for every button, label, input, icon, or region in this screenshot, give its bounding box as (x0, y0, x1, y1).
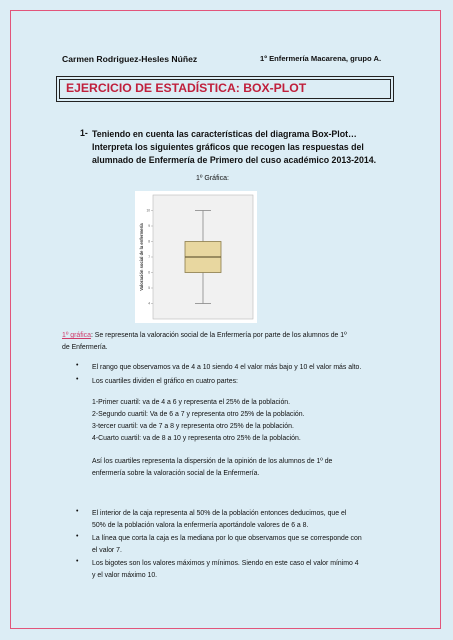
y-tick-label: 4 (148, 301, 150, 306)
header-author: Carmen Rodriguez-Hesles Núñez (62, 54, 198, 64)
dispersion-line: enfermería sobre la valoración social de la Enfermería. (92, 470, 260, 477)
question-number: 1- (80, 128, 88, 138)
bullet-marker: • (76, 508, 79, 515)
list-item-line: Los bigotes son los valores máximos y mínimos. Siendo en este caso el valor mínimo 4 (92, 560, 359, 567)
question-line: Teniendo en cuenta las características del diagrama Box-Plot… (92, 129, 357, 139)
quartile-line: 3-tercer cuartil: va de 7 a 8 y representa otro 25% de la población. (92, 423, 294, 430)
y-tick-label: 8 (148, 239, 150, 244)
boxplot-chart (135, 191, 257, 323)
header-course: 1º Enfermería Macarena, grupo A. (260, 54, 382, 63)
list-item-line: el valor 7. (92, 547, 122, 554)
list-item: El rango que observamos va de 4 a 10 siendo 4 el valor más bajo y 10 el valor más alto. (92, 364, 362, 371)
intro-line-2: de Enfermería. (62, 344, 108, 351)
y-tick-label: 7 (148, 255, 150, 260)
bullet-marker: • (76, 558, 79, 565)
quartile-line: 4-Cuarto cuartil: va de 8 a 10 y representa otro 25% de la población. (92, 435, 301, 442)
question-line: alumnado de Enfermería de Primero del cuso académico 2013-2014. (92, 155, 377, 165)
quartile-line: 2-Segundo cuartil: Va de 6 a 7 y representa otro 25% de la población. (92, 411, 305, 418)
list-item-line: 50% de la población valora la enfermería aportándole valores de 6 a 8. (92, 522, 309, 529)
graph-link[interactable]: 1º gráfica (62, 332, 91, 339)
list-item-line: y el valor máximo 10. (92, 572, 158, 579)
list-item: Los cuartiles dividen el gráfico en cuatro partes: (92, 378, 238, 385)
y-tick-label: 6 (148, 270, 150, 275)
question-line: Interpreta los siguientes gráficos que recogen las respuestas del (92, 142, 364, 152)
list-item-line: El interior de la caja representa al 50% de la población entonces deducimos, que el (92, 510, 347, 517)
intro-line-1: : Se representa la valoración social de la Enfermería por parte de los alumnos de 1º (90, 332, 347, 339)
list-item-line: La línea que corta la caja es la mediana por lo que observamos que se corresponde con (92, 535, 362, 542)
dispersion-line: Así los cuartiles representa la dispersión de la opinión de los alumnos de 1º de (92, 458, 333, 465)
intro-paragraph (62, 330, 347, 341)
bullet-marker: • (76, 533, 79, 540)
bullet-marker: • (76, 362, 79, 369)
y-axis-label: Valoración social de la enfermería (139, 223, 144, 291)
y-tick-label: 10 (146, 208, 150, 213)
graph-label: 1º Gráfica: (196, 175, 229, 182)
page-title: EJERCICIO DE ESTADÍSTICA: BOX-PLOT (66, 81, 307, 95)
y-tick-label: 9 (148, 224, 150, 229)
quartile-line: 1-Primer cuartil: va de 4 a 6 y representa el 25% de la población. (92, 399, 291, 406)
question-text (92, 128, 392, 167)
y-tick-label: 5 (148, 286, 150, 291)
bullet-marker: • (76, 376, 79, 383)
